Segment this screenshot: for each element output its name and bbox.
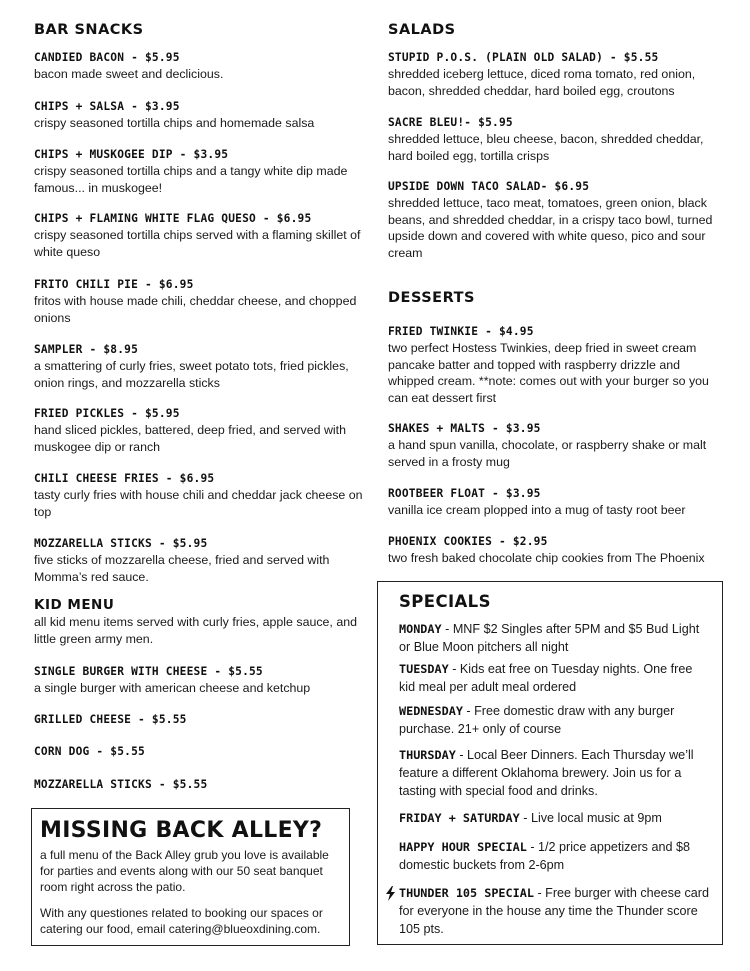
item-name: CHIPS + SALSA - $3.95 [34,100,180,113]
special-text: - Live local music at 9pm [519,811,662,825]
special-day: TUESDAY [399,662,449,676]
menu-item [388,50,720,99]
menu-item [34,342,364,391]
item-description: hand sliced pickles, battered, deep fried, and served with muskogee dip or ranch [34,423,347,454]
lightning-bolt-icon [385,886,396,901]
menu-item [34,664,364,697]
item-description: tasty curly fries with house chili and cheddar jack cheese on top [34,488,363,519]
special-item [399,838,711,874]
menu-item [388,534,720,567]
item-name: FRIED PICKLES - $5.95 [34,407,180,420]
item-name: FRIED TWINKIE - $4.95 [388,325,534,338]
item-description: bacon made sweet and declicious. [34,67,224,81]
special-day: HAPPY HOUR SPECIAL [399,840,527,854]
menu-item [388,115,720,164]
special-day: WEDNESDAY [399,704,463,718]
kid-menu-heading: KID MENU [34,597,115,613]
special-text: - Free burger with cheese card for everyone in the house any time the Thunder score 105 pts. [399,886,709,936]
back-alley-title: MISSING BACK ALLEY? [40,818,323,843]
item-description: two fresh baked chocolate chip cookies from The Phoenix [388,551,705,565]
special-item [399,702,711,738]
special-item [399,746,711,800]
item-description: two perfect Hostess Twinkies, deep fried in sweet cream pancake batter and topped with raspberry drizzle and whipped cream. **note: comes out with your burger so you can eat dessert first [388,341,709,405]
special-item [399,660,711,696]
special-text: - Local Beer Dinners. Each Thursday we’ll feature a different Oklahoma brewery. Join us for a tasting with special food and drinks. [399,748,694,798]
special-day: FRIDAY + SATURDAY [399,811,520,825]
kid-menu-intro: all kid menu items served with curly fries, apple sauce, and little green army men. [34,615,357,646]
item-name: CHIPS + FLAMING WHITE FLAG QUESO - $6.95 [34,212,312,225]
item-name: SACRE BLEU!- $5.95 [388,116,513,129]
specials-heading: SPECIALS [399,592,491,611]
item-description: crispy seasoned tortilla chips served with a flaming skillet of white queso [34,228,361,259]
special-item [399,809,711,827]
item-name: FRITO CHILI PIE - $6.95 [34,278,194,291]
menu-item [34,406,364,455]
item-name: GRILLED CHEESE - $5.55 [34,713,187,726]
menu-item [34,99,364,132]
item-description: a smattering of curly fries, sweet potato tots, fried pickles, onion rings, and mozzarella sticks [34,359,349,390]
item-description: a hand spun vanilla, chocolate, or raspberry shake or malt served in a frosty mug [388,438,707,469]
back-alley-box [31,808,350,946]
menu-item [34,277,364,326]
special-item [399,884,711,938]
menu-item [34,712,364,728]
special-day: MONDAY [399,622,442,636]
menu-item [34,147,364,196]
menu-item [34,536,364,585]
item-description: shredded lettuce, taco meat, tomatoes, green onion, black beans, and shredded cheddar, in a crispy taco bowl, turned upside down and covered with white queso, pico and sour cream [388,196,713,260]
specials-box [377,581,723,945]
item-name: SAMPLER - $8.95 [34,343,139,356]
item-name: ROOTBEER FLOAT - $3.95 [388,487,541,500]
menu-item [388,421,720,470]
item-name: CHILI CHEESE FRIES - $6.95 [34,472,215,485]
item-name: MOZZARELLA STICKS - $5.95 [34,537,208,550]
item-name: STUPID P.O.S. (PLAIN OLD SALAD) - $5.55 [388,51,659,64]
special-text: - MNF $2 Singles after 5PM and $5 Bud Light or Blue Moon pitchers all night [399,622,700,654]
item-name: CANDIED BACON - $5.95 [34,51,180,64]
desserts-heading: DESSERTS [388,290,475,306]
menu-item [34,50,364,83]
item-name: CORN DOG - $5.55 [34,745,145,758]
item-description: fritos with house made chili, cheddar cheese, and chopped onions [34,294,357,325]
item-name: PHOENIX COOKIES - $2.95 [388,535,548,548]
item-name: SHAKES + MALTS - $3.95 [388,422,541,435]
menu-item [388,324,720,406]
item-description: a single burger with american cheese and ketchup [34,681,311,695]
item-name: MOZZARELLA STICKS - $5.55 [34,778,208,791]
back-alley-contact-text: With any questiones related to booking our spaces or catering our food, email catering@blueoxdining.com. [40,906,323,936]
menu-item [388,486,720,519]
back-alley-text: a full menu of the Back Alley grub you love is available for parties and events along with our 50 seat banquet room right across the patio. [40,848,329,894]
bar-snacks-heading: BAR SNACKS [34,22,144,38]
menu-item [34,471,364,520]
special-day: THUNDER 105 SPECIAL [399,886,534,900]
item-name: SINGLE BURGER WITH CHEESE - $5.55 [34,665,263,678]
menu-item [34,744,364,760]
item-description: five sticks of mozzarella cheese, fried and served with Momma’s red sauce. [34,553,330,584]
salads-heading: SALADS [388,22,456,38]
special-text: - 1/2 price appetizers and $8 domestic buckets from 2-6pm [399,840,690,872]
item-description: crispy seasoned tortilla chips and a tangy white dip made famous... in muskogee! [34,164,348,195]
item-name: CHIPS + MUSKOGEE DIP - $3.95 [34,148,229,161]
item-description: shredded iceberg lettuce, diced roma tomato, red onion, bacon, shredded cheddar, hard boiled egg, croutons [388,67,696,98]
menu-item [388,179,720,261]
menu-item [34,777,364,793]
item-name: UPSIDE DOWN TACO SALAD- $6.95 [388,180,590,193]
item-description: crispy seasoned tortilla chips and homemade salsa [34,116,315,130]
menu-item [34,211,364,260]
special-item [399,620,711,656]
item-description: shredded lettuce, bleu cheese, bacon, shredded cheddar, hard boiled egg, tortilla crisps [388,132,704,163]
special-day: THURSDAY [399,748,456,762]
special-text: - Kids eat free on Tuesday nights. One free kid meal per adult meal ordered [399,662,693,694]
item-description: vanilla ice cream plopped into a mug of tasty root beer [388,503,686,517]
special-text: - Free domestic draw with any burger purchase. 21+ only of course [399,704,675,736]
